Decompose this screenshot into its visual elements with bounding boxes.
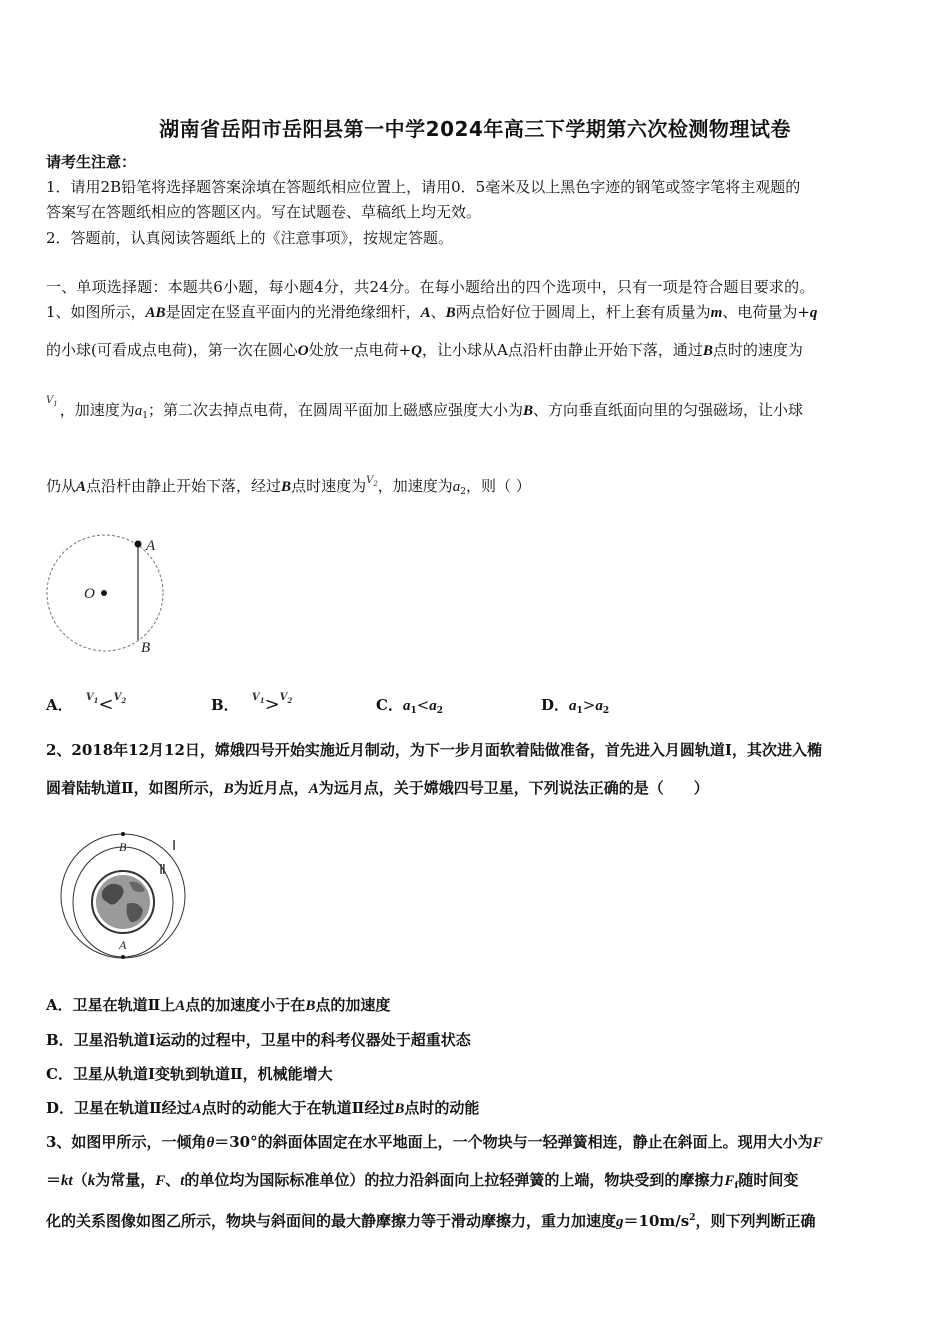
point-b <box>121 832 125 836</box>
point-a <box>121 955 125 959</box>
q2-label-orbit-i: Ⅰ <box>172 839 177 854</box>
notice-heading: 请考生注意： <box>46 153 137 171</box>
q1-option-c[interactable]: C．$a_1<a_2$ <box>376 696 444 716</box>
q2-label-a: A <box>119 938 127 952</box>
q2-label-b: B <box>119 840 127 854</box>
notice-line-1a: 1．请用2B铅笔将选择题答案涂填在答题纸相应位置上，请用0．5毫米及以上黑色字迹的钢笔或签字笔将主观题的 <box>46 178 801 196</box>
q1-option-b[interactable]: B． $^{V_1}$>$^{V_2}$ <box>211 692 293 715</box>
q1-line-3: $^{V_1}$ ，加速度为$a_1$；第二次去掉点电荷，在圆周平面加上磁感应强度大小为B、方向垂直纸面向里的匀强磁场，让小球 <box>46 395 803 421</box>
q1-ball <box>135 541 142 548</box>
q1-circle-figure <box>40 530 180 660</box>
q2-option-c[interactable]: C．卫星从轨道Ⅰ变轨到轨道Ⅱ，机械能增大 <box>46 1065 333 1083</box>
q2-label-orbit-ii: Ⅱ <box>159 863 166 878</box>
q1-label-a: A <box>146 538 156 554</box>
q2-line-2: 圆着陆轨道Ⅱ，如图所示，B为近月点，A为远月点，关于嫦娥四号卫星，下列说法正确的是（ ） <box>46 779 709 797</box>
q1-center-point <box>101 590 107 596</box>
moon-globe <box>96 875 150 929</box>
section-heading: 一、单项选择题：本题共6小题，每小题4分，共24分。在每小题给出的四个选项中，只有一项是符合题目要求的。 <box>46 278 815 296</box>
q1-line-2: 的小球(可看成点电荷)，第一次在圆心O处放一点电荷+Q，让小球从A点沿杆由静止开始下落，通过B点时的速度为 <box>46 341 803 359</box>
exam-title: 湖南省岳阳市岳阳县第一中学2024年高三下学期第六次检测物理试卷 <box>159 117 791 141</box>
v1-symbol: V1 <box>46 395 58 408</box>
v2-symbol: V2 <box>366 475 378 488</box>
q3-line-3: 化的关系图像如图乙所示，物块与斜面间的最大静摩擦力等于滑动摩擦力，重力加速度$g=10m/s^2$，则下列判断正确 <box>46 1212 816 1230</box>
q1-line-4: 仍从A点沿杆由静止开始下落，经过B点时速度为$^{V_2}$，加速度为$a_2$，则（ ） <box>46 475 531 497</box>
q2-option-d[interactable]: D．卫星在轨道Ⅱ经过A点时的动能大于在轨道Ⅱ经过B点时的动能 <box>46 1099 480 1117</box>
notice-line-1b: 答案写在答题纸相应的答题区内。写在试题卷、草稿纸上均无效。 <box>46 203 482 221</box>
notice-line-2: 2．答题前，认真阅读答题纸上的《注意事项》，按规定答题。 <box>46 229 454 247</box>
q2-line-1: 2、2018年12月12日，嫦娥四号开始实施近月制动，为下一步月面软着陆做准备，首先进入月圆轨道Ⅰ，其次进入椭 <box>46 741 822 759</box>
q1-option-a[interactable]: A． $^{V_1}$<$^{V_2}$ <box>46 692 127 715</box>
q2-option-a[interactable]: A．卫星在轨道Ⅱ上A点的加速度小于在B点的加速度 <box>46 996 391 1014</box>
q1-label-b: B <box>141 640 151 656</box>
q1-option-d[interactable]: D．$a_1>a_2$ <box>541 696 610 716</box>
q2-orbit-figure <box>55 830 195 965</box>
q2-option-b[interactable]: B．卫星沿轨道Ⅰ运动的过程中，卫星中的科考仪器处于超重状态 <box>46 1031 471 1049</box>
q1-line-1: 1、如图所示，AB是固定在竖直平面内的光滑绝缘细杆，A、B两点恰好位于圆周上，杆上套有质量为m、电荷量为+q <box>46 303 818 321</box>
q3-line-1: 3、如图甲所示，一倾角θ＝30°的斜面体固定在水平地面上，一个物块与一轻弹簧相连，静止在斜面上。现用大小为F <box>46 1133 823 1151</box>
q3-line-2: ＝kt（k为常量，F、t的单位均为国际标准单位）的拉力沿斜面向上拉轻弹簧的上端，物块受到的摩擦力$F_f$随时间变 <box>46 1171 799 1191</box>
q1-label-o: O <box>84 586 95 602</box>
